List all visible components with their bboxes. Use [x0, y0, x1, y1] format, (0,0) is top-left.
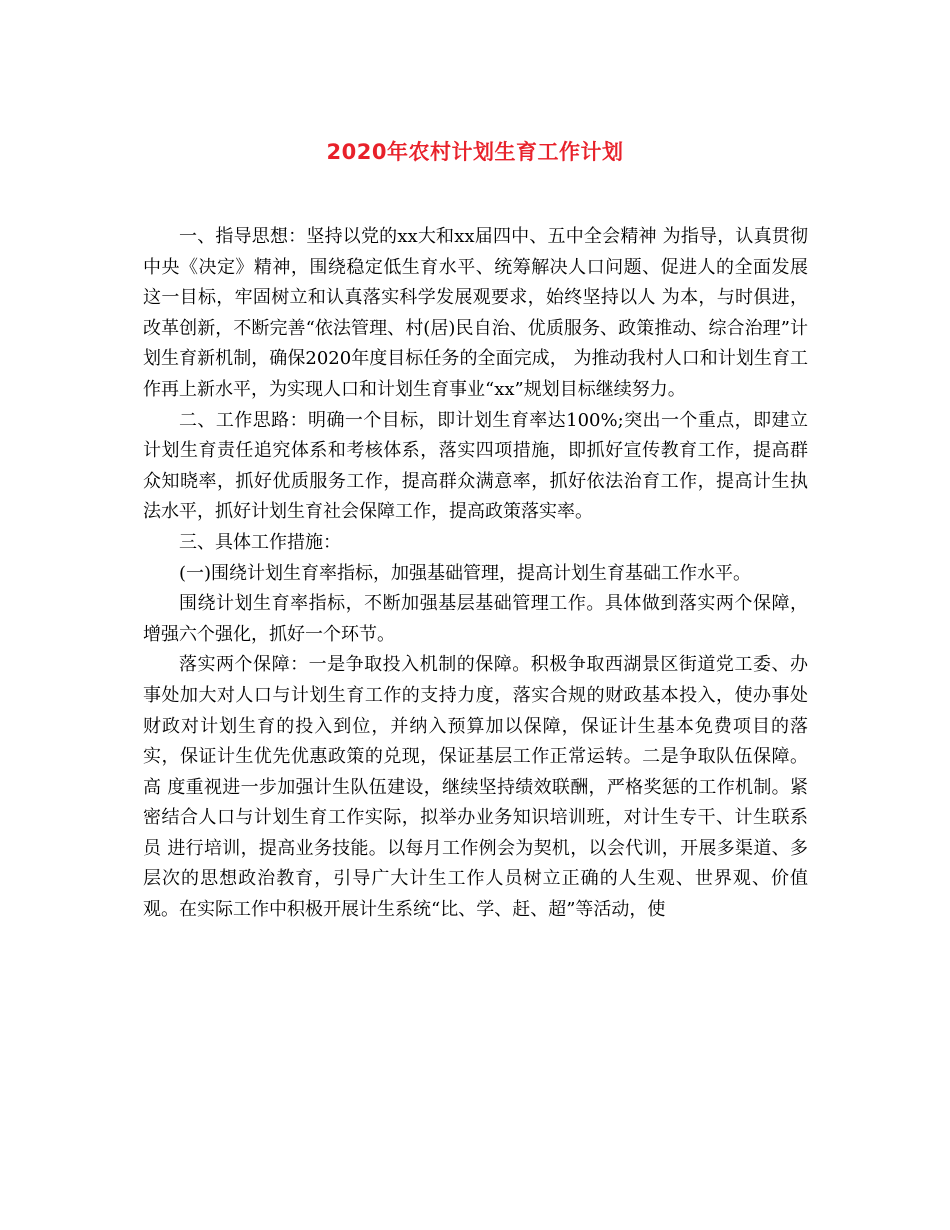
- paragraph-work-approach: 二、工作思路：明确一个目标，即计划生育率达100%;突出一个重点，即建立计划生育责任追究体系和考核体系，落实四项措施，即抓好宣传教育工作，提高群众知晓率，抓好优质服务工作，提高群众满意率，抓好依法治育工作，提高计生执法水平，抓好计划生育社会保障工作，提高政策落实率。: [143, 409, 808, 523]
- paragraph-two-guarantees: 落实两个保障：一是争取投入机制的保障。积极争取西湖景区街道党工委、办事处加大对人口与计划生育工作的支持力度，落实合规的财政基本投入，使办事处财政对计划生育的投入到位，并纳入预算加以保障，保证计生基本免费项目的落实，保证计生优先优惠政策的兑现，保证基层工作正常运转。二是争取队伍保障。高 度重视进一步加强计生队伍建设，继续坚持绩效联酬，严格奖惩的工作机制。紧密结合人口与计划生育工作实际，拟举办业务知识培训班，对计生专干、计生联系员 进行培训，提高业务技能。以每月工作例会为契机，以会代训，开展多渠道、多层次的思想政治教育，引导广大计生工作人员树立正确的人生观、世界观、价值观。在实际工作中积极开展计生系统“比、学、赶、超”等活动，使: [143, 654, 808, 921]
- document-title: 2020年农村计划生育工作计划: [326, 140, 624, 164]
- paragraph-guiding-ideology: 一、指导思想：坚持以党的xx大和xx届四中、五中全会精神 为指导，认真贯彻中央《决定》精神，围绕稳定低生育水平、统筹解决人口问题、促进人的全面发展这一目标，牢固树立和认真落实科学发展观要求，始终坚持以人 为本，与时俱进，改革创新，不断完善“依法管理、村(居)民自治、优质服务、政策推动、综合治理”计划生育新机制，确保2020年度目标任务的全面完成， 为推动我村人口和计划生育工作再上新水平，为实现人口和计划生育事业“xx”规划目标继续努力。: [143, 226, 808, 400]
- document-body: [143, 222, 808, 926]
- paragraph-base-management: 围绕计划生育率指标，不断加强基层基础管理工作。具体做到落实两个保障，增强六个强化，抓好一个环节。: [143, 593, 808, 645]
- paragraph-subheading-1: (一)围绕计划生育率指标，加强基础管理，提高计划生育基础工作水平。: [179, 562, 752, 584]
- paragraph-measures-heading: 三、具体工作措施：: [179, 531, 341, 553]
